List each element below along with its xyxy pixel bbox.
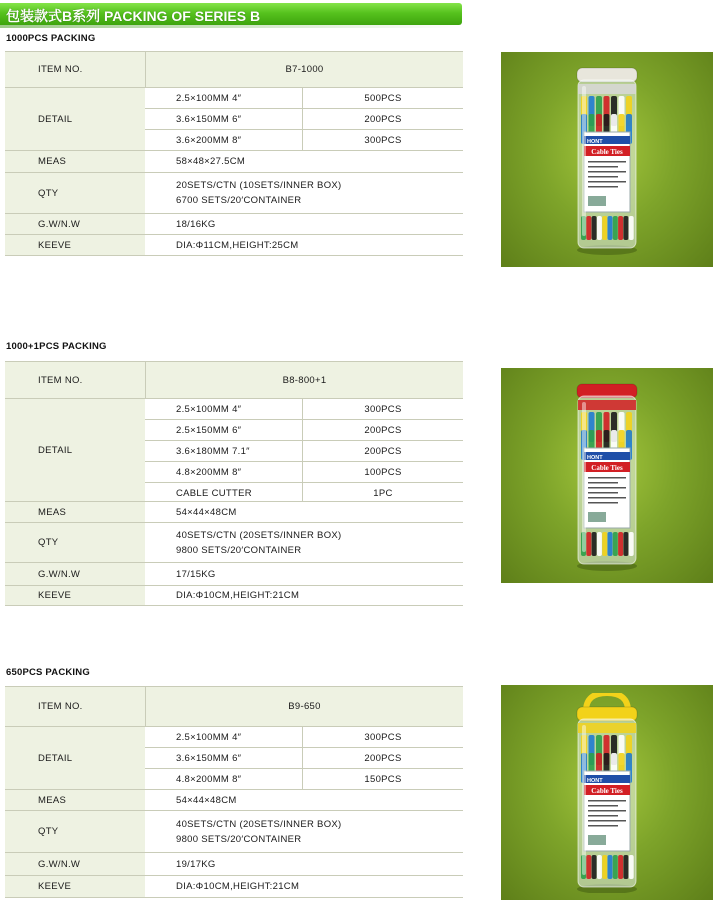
detail-qty: 200PCS — [302, 441, 463, 461]
cable-tie — [623, 855, 628, 879]
detail-size: 4.8×200MM 8″ — [176, 467, 242, 478]
jar-label-text-line — [588, 820, 626, 822]
cable-tie — [586, 855, 591, 879]
item-no-value: B9-650 — [145, 687, 463, 726]
detail-line — [145, 399, 463, 420]
jar-brand-text: HONT — [587, 778, 603, 784]
cable-tie — [597, 855, 602, 879]
item-no-row — [5, 686, 463, 727]
meas-value: 58×48×27.5CM — [176, 156, 246, 167]
cable-tie — [608, 216, 613, 240]
detail-qty: 100PCS — [302, 462, 463, 482]
gw-row — [5, 853, 463, 876]
gw-row — [5, 214, 463, 235]
cable-tie — [602, 216, 607, 240]
qty-line: 9800 SETS/20′CONTAINER — [176, 544, 302, 556]
qty-line: 40SETS/CTN (20SETS/INNER BOX) — [176, 818, 342, 830]
jar-label-text-line — [588, 171, 626, 173]
qty-line: 6700 SETS/20′CONTAINER — [176, 195, 302, 206]
item-no-value: B7-1000 — [145, 52, 463, 87]
detail-qty: 300PCS — [302, 727, 463, 747]
item-no-label: ITEM NO. — [5, 362, 145, 398]
jar-label-text-line — [588, 487, 626, 489]
jar-illustration — [574, 693, 640, 893]
keeve-value: DIA:Φ10CM,HEIGHT:21CM — [176, 590, 300, 601]
cable-tie — [618, 216, 623, 240]
section-title-1000pcs: 1000PCS PACKING — [6, 33, 96, 44]
jar-label-photo — [588, 196, 606, 206]
jar-label-text-line — [588, 181, 626, 183]
jar-label-text-line — [588, 161, 626, 163]
jar-band — [578, 723, 636, 733]
keeve-value: DIA:Φ11CM,HEIGHT:25CM — [176, 239, 299, 251]
qty-value — [145, 811, 463, 852]
cable-tie — [592, 216, 597, 240]
detail-qty: 300PCS — [302, 130, 463, 150]
section-title-1000-1pcs: 1000+1PCS PACKING — [6, 341, 107, 352]
detail-size: 2.5×150MM 6″ — [176, 425, 242, 436]
jar-product-text: Cable Ties — [591, 464, 623, 472]
detail-qty: 200PCS — [302, 748, 463, 768]
jar-brand-text: HONT — [587, 139, 603, 145]
cable-tie — [618, 532, 623, 556]
product-photo-1000pcs — [501, 52, 713, 267]
detail-line — [145, 727, 463, 748]
cable-tie-jar — [574, 382, 640, 577]
jar-label-text-line — [588, 482, 618, 484]
jar-label-text-line — [588, 176, 618, 178]
detail-size: CABLE CUTTER — [176, 488, 252, 499]
jar-brand-text: HONT — [587, 455, 603, 461]
detail-size: 2.5×100MM 4″ — [176, 93, 242, 104]
gw-value: 18/16KG — [176, 218, 216, 230]
detail-qty: 1PC — [302, 483, 463, 503]
jar-illustration — [574, 66, 640, 256]
cable-tie — [608, 532, 613, 556]
qty-row — [5, 811, 463, 853]
detail-lines — [145, 727, 463, 789]
detail-line — [145, 88, 463, 109]
item-no-row — [5, 361, 463, 399]
item-no-label: ITEM NO. — [5, 52, 145, 87]
detail-size: 4.8×200MM 8″ — [176, 774, 242, 785]
cable-tie — [586, 216, 591, 240]
jar-label-text-line — [588, 805, 618, 807]
qty-label: QTY — [5, 523, 145, 562]
jar-label-text-line — [588, 166, 618, 168]
item-no-label: ITEM NO. — [5, 687, 145, 726]
jar-label-text-line — [588, 815, 618, 817]
cable-tie — [592, 855, 597, 879]
detail-qty: 150PCS — [302, 769, 463, 789]
detail-line — [145, 441, 463, 462]
detail-lines — [145, 88, 463, 150]
cable-tie — [602, 532, 607, 556]
section-title-650pcs: 650PCS PACKING — [6, 667, 90, 678]
jar-label-photo — [588, 512, 606, 522]
detail-size: 3.6×200MM 8″ — [176, 135, 242, 146]
jar-product-text: Cable Ties — [591, 148, 623, 156]
jar-band — [578, 400, 636, 410]
gw-label: G.W/N.W — [5, 563, 145, 585]
cable-tie — [608, 855, 613, 879]
cable-tie — [613, 855, 618, 879]
item-no-value: B8-800+1 — [145, 362, 463, 398]
keeve-row — [5, 876, 463, 898]
spec-table-1000-1pcs — [5, 361, 463, 606]
qty-row — [5, 523, 463, 563]
meas-row — [5, 151, 463, 173]
detail-qty: 500PCS — [302, 88, 463, 108]
jar-label-text-line — [588, 800, 626, 802]
detail-line — [145, 130, 463, 150]
qty-label: QTY — [5, 811, 145, 852]
cable-tie — [602, 855, 607, 879]
detail-row — [5, 88, 463, 151]
meas-row — [5, 502, 463, 523]
detail-line — [145, 109, 463, 130]
gw-value: 17/15KG — [176, 568, 216, 580]
cable-tie — [623, 216, 628, 240]
jar-label-text-line — [588, 810, 626, 812]
jar-label-text-line — [588, 825, 618, 827]
cable-tie — [613, 532, 618, 556]
jar-band — [578, 84, 636, 94]
jar-illustration — [574, 382, 640, 572]
cable-tie — [623, 532, 628, 556]
cable-tie — [613, 216, 618, 240]
keeve-label: KEEVE — [5, 876, 145, 897]
meas-row — [5, 790, 463, 811]
cable-tie-jar — [574, 693, 640, 898]
jar-label-text-line — [588, 477, 626, 479]
gw-row — [5, 563, 463, 586]
detail-lines — [145, 399, 463, 501]
qty-line: 40SETS/CTN (20SETS/INNER BOX) — [176, 529, 342, 541]
keeve-row — [5, 586, 463, 606]
meas-label: MEAS — [5, 151, 145, 172]
gw-value: 19/17KG — [176, 858, 216, 870]
keeve-label: KEEVE — [5, 586, 145, 605]
cable-tie-jar — [574, 66, 640, 261]
qty-row — [5, 173, 463, 214]
keeve-row — [5, 235, 463, 256]
detail-line — [145, 420, 463, 441]
cable-tie — [629, 216, 634, 240]
gw-label: G.W/N.W — [5, 853, 145, 875]
detail-row — [5, 399, 463, 502]
detail-qty: 200PCS — [302, 109, 463, 129]
item-no-row — [5, 51, 463, 88]
cable-tie — [629, 855, 634, 879]
header-bar — [0, 3, 462, 25]
jar-label-text-line — [588, 497, 626, 499]
meas-label: MEAS — [5, 502, 145, 522]
cable-tie — [629, 532, 634, 556]
jar-highlight — [582, 402, 586, 552]
page-title: 包装款式B系列 PACKING OF SERIES B — [6, 8, 261, 24]
detail-line — [145, 769, 463, 789]
detail-size: 3.6×150MM 6″ — [176, 114, 242, 125]
qty-value — [145, 173, 463, 213]
detail-size: 3.6×180MM 7.1″ — [176, 446, 250, 457]
meas-value: 54×44×48CM — [176, 506, 237, 518]
detail-size: 2.5×100MM 4″ — [176, 404, 242, 415]
detail-qty: 200PCS — [302, 420, 463, 440]
detail-size: 3.6×150MM 6″ — [176, 753, 242, 764]
qty-value — [145, 523, 463, 562]
detail-row — [5, 727, 463, 790]
detail-size: 2.5×100MM 4″ — [176, 732, 242, 743]
product-photo-1000-1pcs — [501, 368, 713, 583]
jar-label-text-line — [588, 492, 618, 494]
gw-label: G.W/N.W — [5, 214, 145, 234]
meas-label: MEAS — [5, 790, 145, 810]
jar-highlight — [582, 725, 586, 875]
cable-tie — [618, 855, 623, 879]
cable-tie — [592, 532, 597, 556]
detail-label: DETAIL — [5, 88, 145, 150]
meas-value: 54×44×48CM — [176, 794, 237, 806]
cable-tie — [586, 532, 591, 556]
qty-line: 20SETS/CTN (10SETS/INNER BOX) — [176, 180, 342, 191]
cable-tie — [597, 216, 602, 240]
jar-label-photo — [588, 835, 606, 845]
qty-label: QTY — [5, 173, 145, 213]
jar-label-text-line — [588, 502, 618, 504]
jar-highlight — [582, 86, 586, 236]
keeve-label: KEEVE — [5, 235, 145, 255]
spec-table-1000pcs — [5, 51, 463, 256]
jar-product-text: Cable Ties — [591, 787, 623, 795]
product-photo-650pcs — [501, 685, 713, 900]
spec-table-650pcs — [5, 686, 463, 898]
detail-label: DETAIL — [5, 727, 145, 789]
detail-line — [145, 483, 463, 503]
cable-tie — [597, 532, 602, 556]
detail-line — [145, 748, 463, 769]
detail-label: DETAIL — [5, 399, 145, 501]
keeve-value: DIA:Φ10CM,HEIGHT:21CM — [176, 881, 300, 892]
detail-qty: 300PCS — [302, 399, 463, 419]
jar-label-text-line — [588, 186, 618, 188]
qty-line: 9800 SETS/20′CONTAINER — [176, 833, 302, 845]
detail-line — [145, 462, 463, 483]
